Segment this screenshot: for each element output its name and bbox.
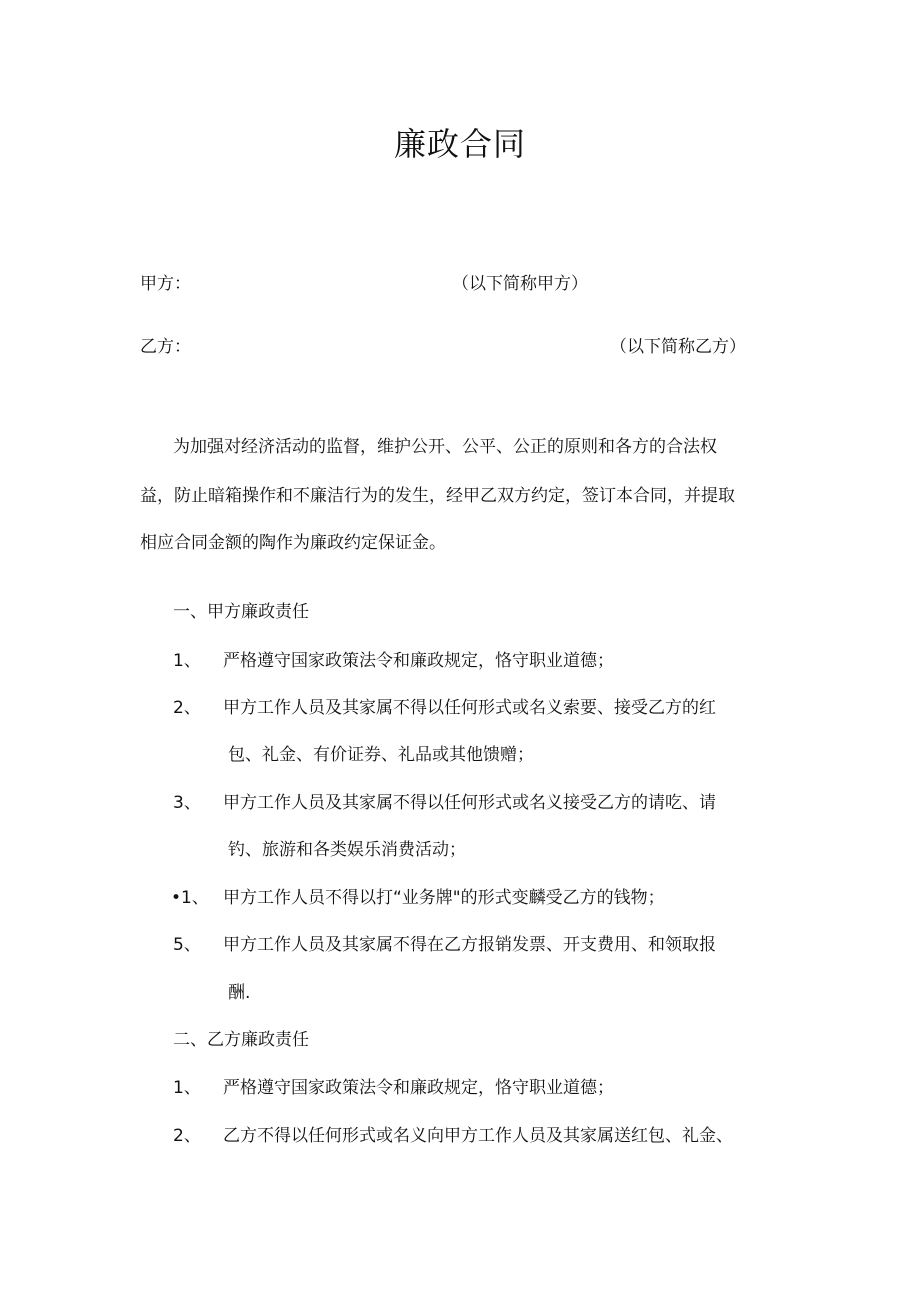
list-item-text-continued: 钓、旅游和各类娱乐消费活动；: [228, 840, 466, 860]
party-a-label: 甲方：: [140, 274, 191, 294]
list-item-text-continued: 酬.: [228, 983, 251, 1003]
list-item-number: 3、: [173, 793, 201, 813]
list-item-text: 严格遵守国家政策法令和廉政规定，恪守职业道德；: [223, 651, 614, 671]
list-item-number: 1、: [173, 1078, 201, 1098]
list-item-text: 严格遵守国家政策法令和廉政规定，恪守职业道德；: [223, 1078, 614, 1098]
list-item-text: 甲方工作人员及其家属不得在乙方报销发票、开支费用、和领取报: [223, 935, 716, 955]
list-item-number: 5、: [173, 935, 201, 955]
party-a-note: （以下简称甲方）: [452, 274, 588, 294]
list-item-text-continued: 包、礼金、有价证券、礼品或其他馈赠；: [228, 745, 534, 765]
party-b-label: 乙方：: [140, 337, 191, 357]
list-item-number: 1、: [173, 651, 201, 671]
section-heading-party-b: 二、乙方廉政责任: [173, 1030, 309, 1050]
list-item-text: 乙方不得以任何形式或名义向甲方工作人员及其家属送红包、礼金、: [223, 1126, 733, 1146]
intro-line: 益，防止暗箱操作和不廉洁行为的发生，经甲乙双方约定，签订本合同，并提取: [140, 486, 735, 506]
list-item-number: •1、: [171, 888, 209, 908]
intro-line: 相应合同金额的陶作为廉政约定保证金。: [140, 533, 446, 553]
list-item-text: 甲方工作人员及其家属不得以任何形式或名义接受乙方的请吃、请: [223, 793, 716, 813]
list-item-number: 2、: [173, 1126, 201, 1146]
list-item-number: 2、: [173, 698, 201, 718]
section-heading-party-a: 一、甲方廉政责任: [173, 602, 309, 622]
intro-line: 为加强对经济活动的监督，维护公开、公平、公正的原则和各方的合法权: [173, 437, 717, 457]
list-item-text: 甲方工作人员不得以打“业务牌"的形式变麟受乙方的钱物；: [223, 888, 665, 908]
document-title: 廉政合同: [393, 125, 526, 163]
party-b-note: （以下简称乙方）: [610, 337, 746, 357]
list-item-text: 甲方工作人员及其家属不得以任何形式或名义索要、接受乙方的红: [223, 698, 716, 718]
